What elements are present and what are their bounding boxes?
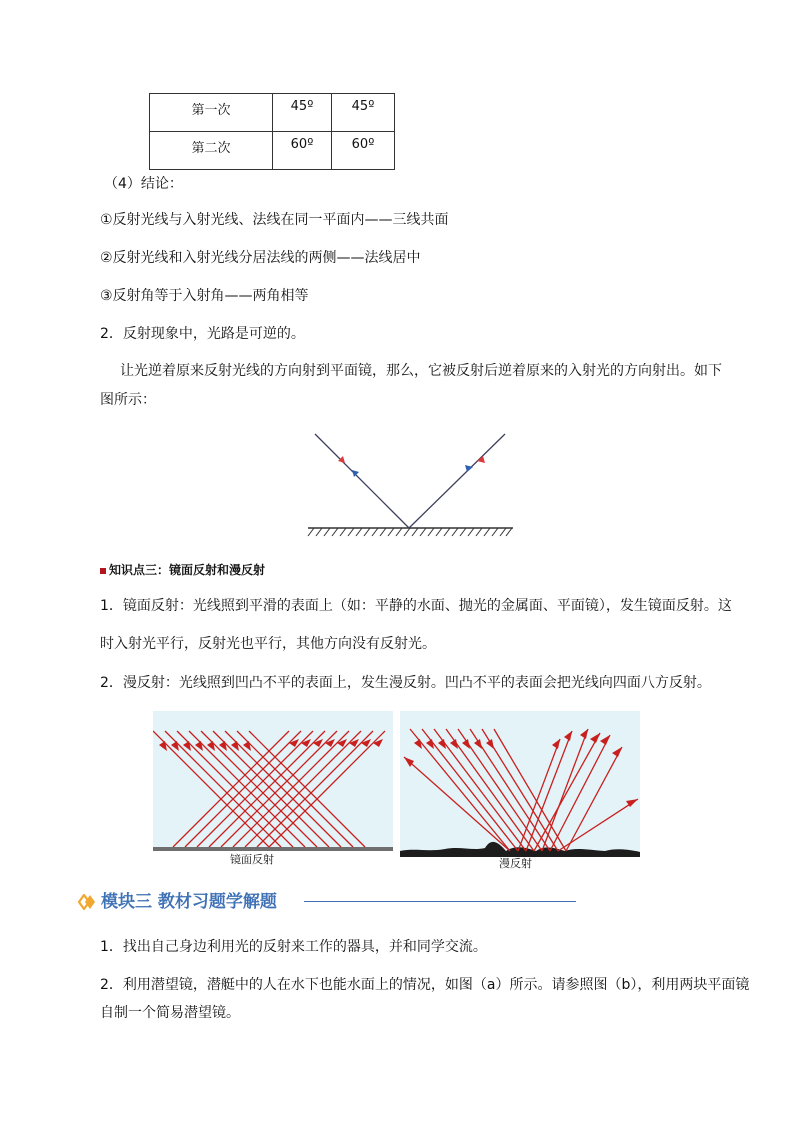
incident-ray <box>315 434 409 528</box>
specular-label: 镜面反射 <box>230 853 274 866</box>
mirror-hatching <box>308 528 512 536</box>
table-row <box>150 132 395 170</box>
angle-table <box>149 93 395 170</box>
knowledge-heading <box>100 561 265 578</box>
table-cell <box>332 94 395 132</box>
diffuse-definition: 2．漫反射：光线照到凹凸不平的表面上，发生漫反射。凹凸不平的表面会把光线向四面八方反射。 <box>100 675 711 691</box>
reverse-arrow-icon <box>352 470 359 477</box>
reversibility-paragraph: 图所示： <box>100 392 156 408</box>
diffuse-reflection-figure <box>400 711 640 871</box>
reflect-angle: 45º <box>351 99 375 114</box>
module-heading <box>78 890 578 914</box>
specular-definition: 时入射光平行，反射光也平行，其他方向没有反射光。 <box>100 636 436 652</box>
incident-angle: 45º <box>290 99 314 114</box>
specular-reflection-figure <box>153 711 393 868</box>
conclusion-item: ①反射光线与入射光线、法线在同一平面内——三线共面 <box>100 212 449 228</box>
square-bullet-icon <box>100 568 106 574</box>
knowledge-heading-text: 知识点三：镜面反射和漫反射 <box>109 563 266 577</box>
specular-reflection-svg <box>153 711 393 868</box>
smooth-surface <box>153 847 393 851</box>
table-cell <box>332 132 395 170</box>
reflect-angle: 60º <box>351 137 375 152</box>
diffuse-label: 漫反射 <box>499 857 532 870</box>
table-cell <box>273 94 332 132</box>
reversible-path-diagram <box>305 430 517 542</box>
row-label: 第二次 <box>191 141 231 156</box>
diamond-arrow-icon <box>78 894 96 910</box>
exercise-item: 自制一个简易潜望镜。 <box>100 1005 240 1021</box>
exercise-item: 2．利用潜望镜，潜艇中的人在水下也能水面上的情况，如图（a）所示。请参照图（b），利用两块平面镜 <box>100 977 750 993</box>
module-divider <box>304 901 576 902</box>
conclusion-title: （4）结论： <box>104 176 183 192</box>
incident-angle: 60º <box>290 137 314 152</box>
conclusion-item: ③反射角等于入射角——两角相等 <box>100 288 309 304</box>
module-title: 模块三 教材习题学解题 <box>101 892 277 912</box>
table-row <box>150 94 395 132</box>
reversibility-paragraph: 让光逆着原来反射光线的方向射到平面镜，那么，它被反射后逆着原来的入射光的方向射出。如下 <box>120 363 722 379</box>
table-cell <box>273 132 332 170</box>
specular-definition: 1．镜面反射：光线照到平滑的表面上（如：平静的水面、抛光的金属面、平面镜），发生镜面反射。这 <box>100 598 732 614</box>
conclusion-item: ②反射光线和入射光线分居法线的两侧——法线居中 <box>100 250 421 266</box>
table-cell <box>150 132 273 170</box>
reversibility-point: 2．反射现象中，光路是可逆的。 <box>100 326 305 342</box>
forward-arrow-icon <box>338 456 345 463</box>
diffuse-reflection-svg <box>400 711 640 871</box>
table-cell <box>150 94 273 132</box>
reflected-ray <box>409 434 505 528</box>
exercise-item: 1．找出自己身边利用光的反射来工作的器具，并和同学交流。 <box>100 939 487 955</box>
row-label: 第一次 <box>191 103 231 118</box>
